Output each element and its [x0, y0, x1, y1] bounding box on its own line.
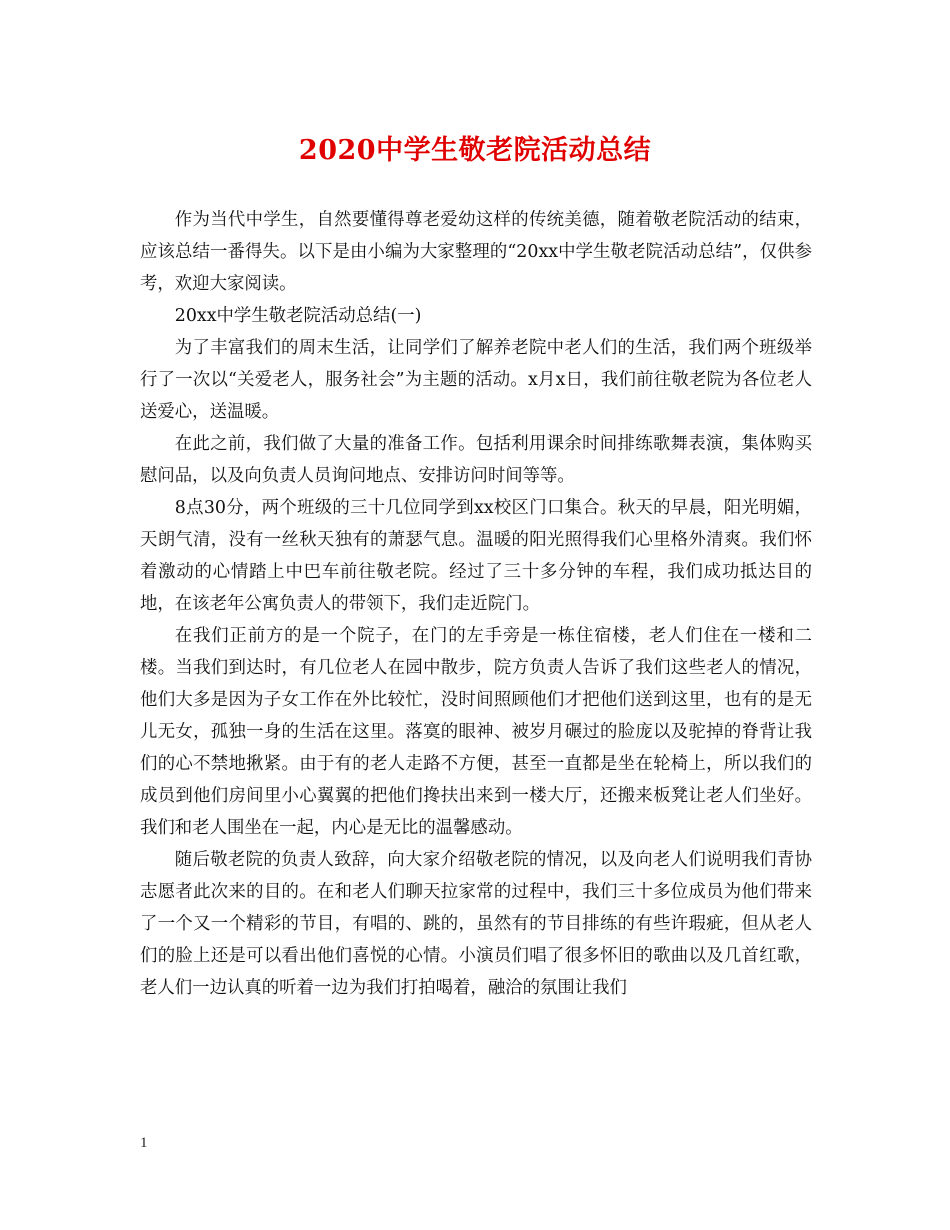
paragraph: 在此之前，我们做了大量的准备工作。包括利用课余时间排练歌舞表演，集体购买慰问品，以及向负责人员询问地点、安排访问时间等等。	[140, 434, 812, 486]
paragraph: 8点30分，两个班级的三十几位同学到xx校区门口集合。秋天的早晨，阳光明媚，天朗气清，没有一丝秋天独有的萧瑟气息。温暖的阳光照得我们心里格外清爽。我们怀着激动的心情踏上中巴车前往敬老院。经过了三十多分钟的车程，我们成功抵达目的地，在该老年公寓负责人的带领下，我们走近院门。	[140, 498, 812, 614]
paragraph: 随后敬老院的负责人致辞，向大家介绍敬老院的情况，以及向老人们说明我们青协志愿者此次来的目的。在和老人们聊天拉家常的过程中，我们三十多位成员为他们带来了一个又一个精彩的节目，有唱的、跳的，虽然有的节目排练的有些许瑕疵，但从老人们的脸上还是可以看出他们喜悦的心情。小演员们唱了很多怀旧的歌曲以及几首红歌，老人们一边认真的听着一边为我们打拍喝着，融洽的氛围让我们	[140, 850, 812, 998]
document-title: 2020中学生敬老院活动总结	[298, 135, 652, 166]
paragraph-intro: 作为当代中学生，自然要懂得尊老爱幼这样的传统美德，随着敬老院活动的结束，应该总结一番得失。以下是由小编为大家整理的“20xx中学生敬老院活动总结”，仅供参考，欢迎大家阅读。	[140, 210, 812, 294]
paragraph: 为了丰富我们的周末生活，让同学们了解养老院中老人们的生活，我们两个班级举行了一次以“关爱老人，服务社会”为主题的活动。x月x日，我们前往敬老院为各位老人送爱心，送温暖。	[140, 338, 812, 422]
section-heading: 20xx中学生敬老院活动总结(一)	[174, 306, 422, 326]
document-body	[140, 204, 812, 1004]
page-number: 1	[140, 1135, 148, 1151]
paragraph: 在我们正前方的是一个院子，在门的左手旁是一栋住宿楼，老人们住在一楼和二楼。当我们到达时，有几位老人在园中散步，院方负责人告诉了我们这些老人的情况，他们大多是因为子女工作在外比较忙，没时间照顾他们才把他们送到这里，也有的是无儿无女，孤独一身的生活在这里。落寞的眼神、被岁月碾过的脸庞以及驼掉的脊背让我们的心不禁地揪紧。由于有的老人走路不方便，甚至一直都是坐在轮椅上，所以我们的成员到他们房间里小心翼翼的把他们搀扶出来到一楼大厅，还搬来板凳让老人们坐好。我们和老人围坐在一起，内心是无比的温馨感动。	[140, 626, 812, 838]
